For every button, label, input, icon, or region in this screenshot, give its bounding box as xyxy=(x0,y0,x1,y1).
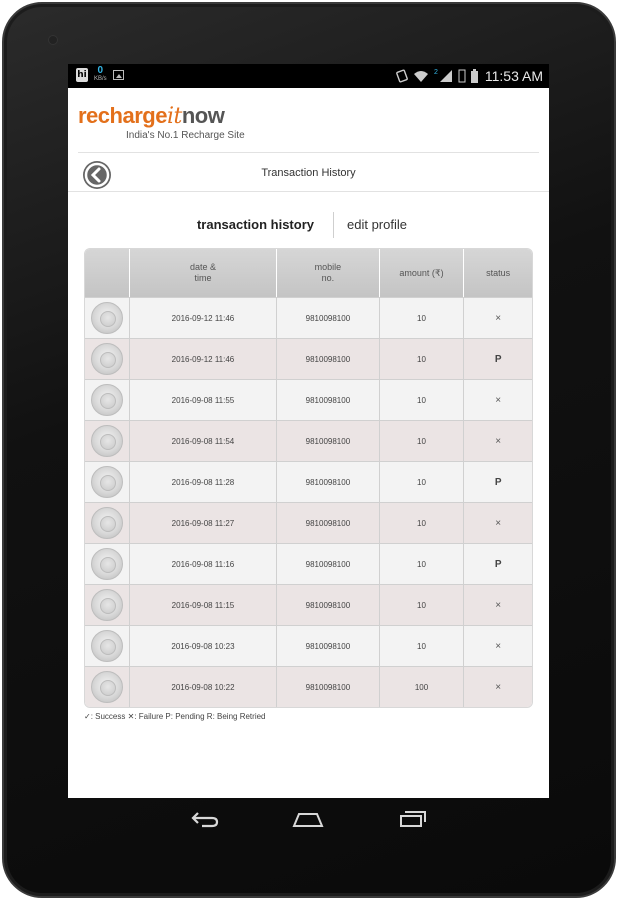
cell-amount: 10 xyxy=(380,421,465,461)
header-mobile xyxy=(277,249,380,297)
cell-amount: 100 xyxy=(380,667,465,707)
alarm-icon xyxy=(396,69,408,83)
tab-bar xyxy=(68,212,549,238)
table-header xyxy=(85,249,532,297)
network-unit: KB/s xyxy=(94,76,107,82)
header-mobile-label: mobile xyxy=(314,262,342,272)
header-date-label: date & xyxy=(189,262,216,272)
table-row[interactable] xyxy=(85,297,532,338)
row-select-radio[interactable] xyxy=(91,507,123,539)
table-row[interactable] xyxy=(85,584,532,625)
cell-mobile: 9810098100 xyxy=(277,544,380,584)
cell-mobile: 9810098100 xyxy=(277,667,380,707)
row-select-radio[interactable] xyxy=(91,384,123,416)
page-title: Transaction History xyxy=(261,167,356,179)
cell-amount: 10 xyxy=(380,585,465,625)
status-failure-icon: × xyxy=(495,599,502,611)
signal-icon xyxy=(439,69,453,83)
header-select xyxy=(85,249,130,297)
camera-lens xyxy=(48,35,58,45)
cell-datetime: 2016-09-08 11:27 xyxy=(130,503,277,543)
cell-amount: 10 xyxy=(380,544,465,584)
recents-icon[interactable] xyxy=(395,808,431,830)
header-no-label: no. xyxy=(321,273,335,283)
cell-amount: 10 xyxy=(380,462,465,502)
cell-mobile: 9810098100 xyxy=(277,421,380,461)
cell-datetime: 2016-09-08 11:55 xyxy=(130,380,277,420)
cell-datetime: 2016-09-08 11:28 xyxy=(130,462,277,502)
sim-icon xyxy=(458,69,466,83)
brand-tagline: India's No.1 Recharge Site xyxy=(126,130,245,141)
logo-recharge: recharge xyxy=(78,103,167,128)
cell-mobile: 9810098100 xyxy=(277,585,380,625)
cell-mobile: 9810098100 xyxy=(277,503,380,543)
header-status: status xyxy=(486,267,511,278)
wifi-icon xyxy=(413,70,429,83)
row-select-radio[interactable] xyxy=(91,343,123,375)
cell-mobile: 9810098100 xyxy=(277,462,380,502)
screen xyxy=(68,64,549,798)
table-row[interactable] xyxy=(85,338,532,379)
table-row[interactable] xyxy=(85,420,532,461)
status-pending-icon: P xyxy=(494,476,502,488)
logo-now: now xyxy=(181,103,225,128)
row-select-radio[interactable] xyxy=(91,302,123,334)
row-select-radio[interactable] xyxy=(91,589,123,621)
status-failure-icon: × xyxy=(495,681,502,693)
cell-amount: 10 xyxy=(380,503,465,543)
cell-mobile: 9810098100 xyxy=(277,298,380,338)
transaction-table xyxy=(84,248,533,708)
table-row[interactable] xyxy=(85,461,532,502)
tab-edit-profile[interactable]: edit profile xyxy=(347,217,407,232)
cell-datetime: 2016-09-08 10:22 xyxy=(130,667,277,707)
cell-amount: 10 xyxy=(380,298,465,338)
brand-logo[interactable] xyxy=(78,104,245,141)
cell-amount: 10 xyxy=(380,626,465,666)
row-select-radio[interactable] xyxy=(91,425,123,457)
cell-datetime: 2016-09-12 11:46 xyxy=(130,339,277,379)
table-row[interactable] xyxy=(85,502,532,543)
network-rate: 0 xyxy=(97,65,104,76)
title-bar xyxy=(68,156,549,192)
logo-it: it xyxy=(166,104,182,129)
tab-divider xyxy=(333,212,334,238)
row-select-radio[interactable] xyxy=(91,548,123,580)
clock: 11:53 AM xyxy=(484,68,543,84)
status-pending-icon: P xyxy=(494,353,502,365)
status-failure-icon: × xyxy=(495,435,502,447)
sim-badge: 2 xyxy=(433,68,438,76)
header-time-label: time xyxy=(194,273,212,283)
table-row[interactable] xyxy=(85,543,532,584)
cell-mobile: 9810098100 xyxy=(277,380,380,420)
back-icon[interactable] xyxy=(187,808,223,830)
header-amount: amount (₹) xyxy=(380,249,465,297)
cell-amount: 10 xyxy=(380,339,465,379)
image-notification-icon xyxy=(113,70,124,80)
status-failure-icon: × xyxy=(495,517,502,529)
cell-datetime: 2016-09-08 11:54 xyxy=(130,421,277,461)
status-failure-icon: × xyxy=(495,394,502,406)
row-select-radio[interactable] xyxy=(91,671,123,703)
status-legend: ✓: Success ✕: Failure P: Pending R: Being Retried xyxy=(84,712,266,721)
cell-datetime: 2016-09-08 11:16 xyxy=(130,544,277,584)
table-row[interactable] xyxy=(85,625,532,666)
cell-datetime: 2016-09-08 10:23 xyxy=(130,626,277,666)
header-datetime xyxy=(130,249,277,297)
status-failure-icon: × xyxy=(495,312,502,324)
cell-mobile: 9810098100 xyxy=(277,339,380,379)
tab-transaction-history[interactable]: transaction history xyxy=(196,217,314,232)
table-row[interactable] xyxy=(85,666,532,707)
status-failure-icon: × xyxy=(495,640,502,652)
nav-bar xyxy=(68,800,549,840)
cell-datetime: 2016-09-08 11:15 xyxy=(130,585,277,625)
home-icon[interactable] xyxy=(290,808,326,830)
battery-icon xyxy=(471,69,478,83)
row-select-radio[interactable] xyxy=(91,630,123,662)
row-select-radio[interactable] xyxy=(91,466,123,498)
cell-datetime: 2016-09-12 11:46 xyxy=(130,298,277,338)
network-rate-indicator xyxy=(94,67,107,83)
app-notification-icon: hi xyxy=(77,70,87,80)
cell-mobile: 9810098100 xyxy=(277,626,380,666)
table-row[interactable] xyxy=(85,379,532,420)
status-bar xyxy=(68,64,549,88)
header-divider xyxy=(78,152,539,153)
status-pending-icon: P xyxy=(494,558,502,570)
cell-amount: 10 xyxy=(380,380,465,420)
